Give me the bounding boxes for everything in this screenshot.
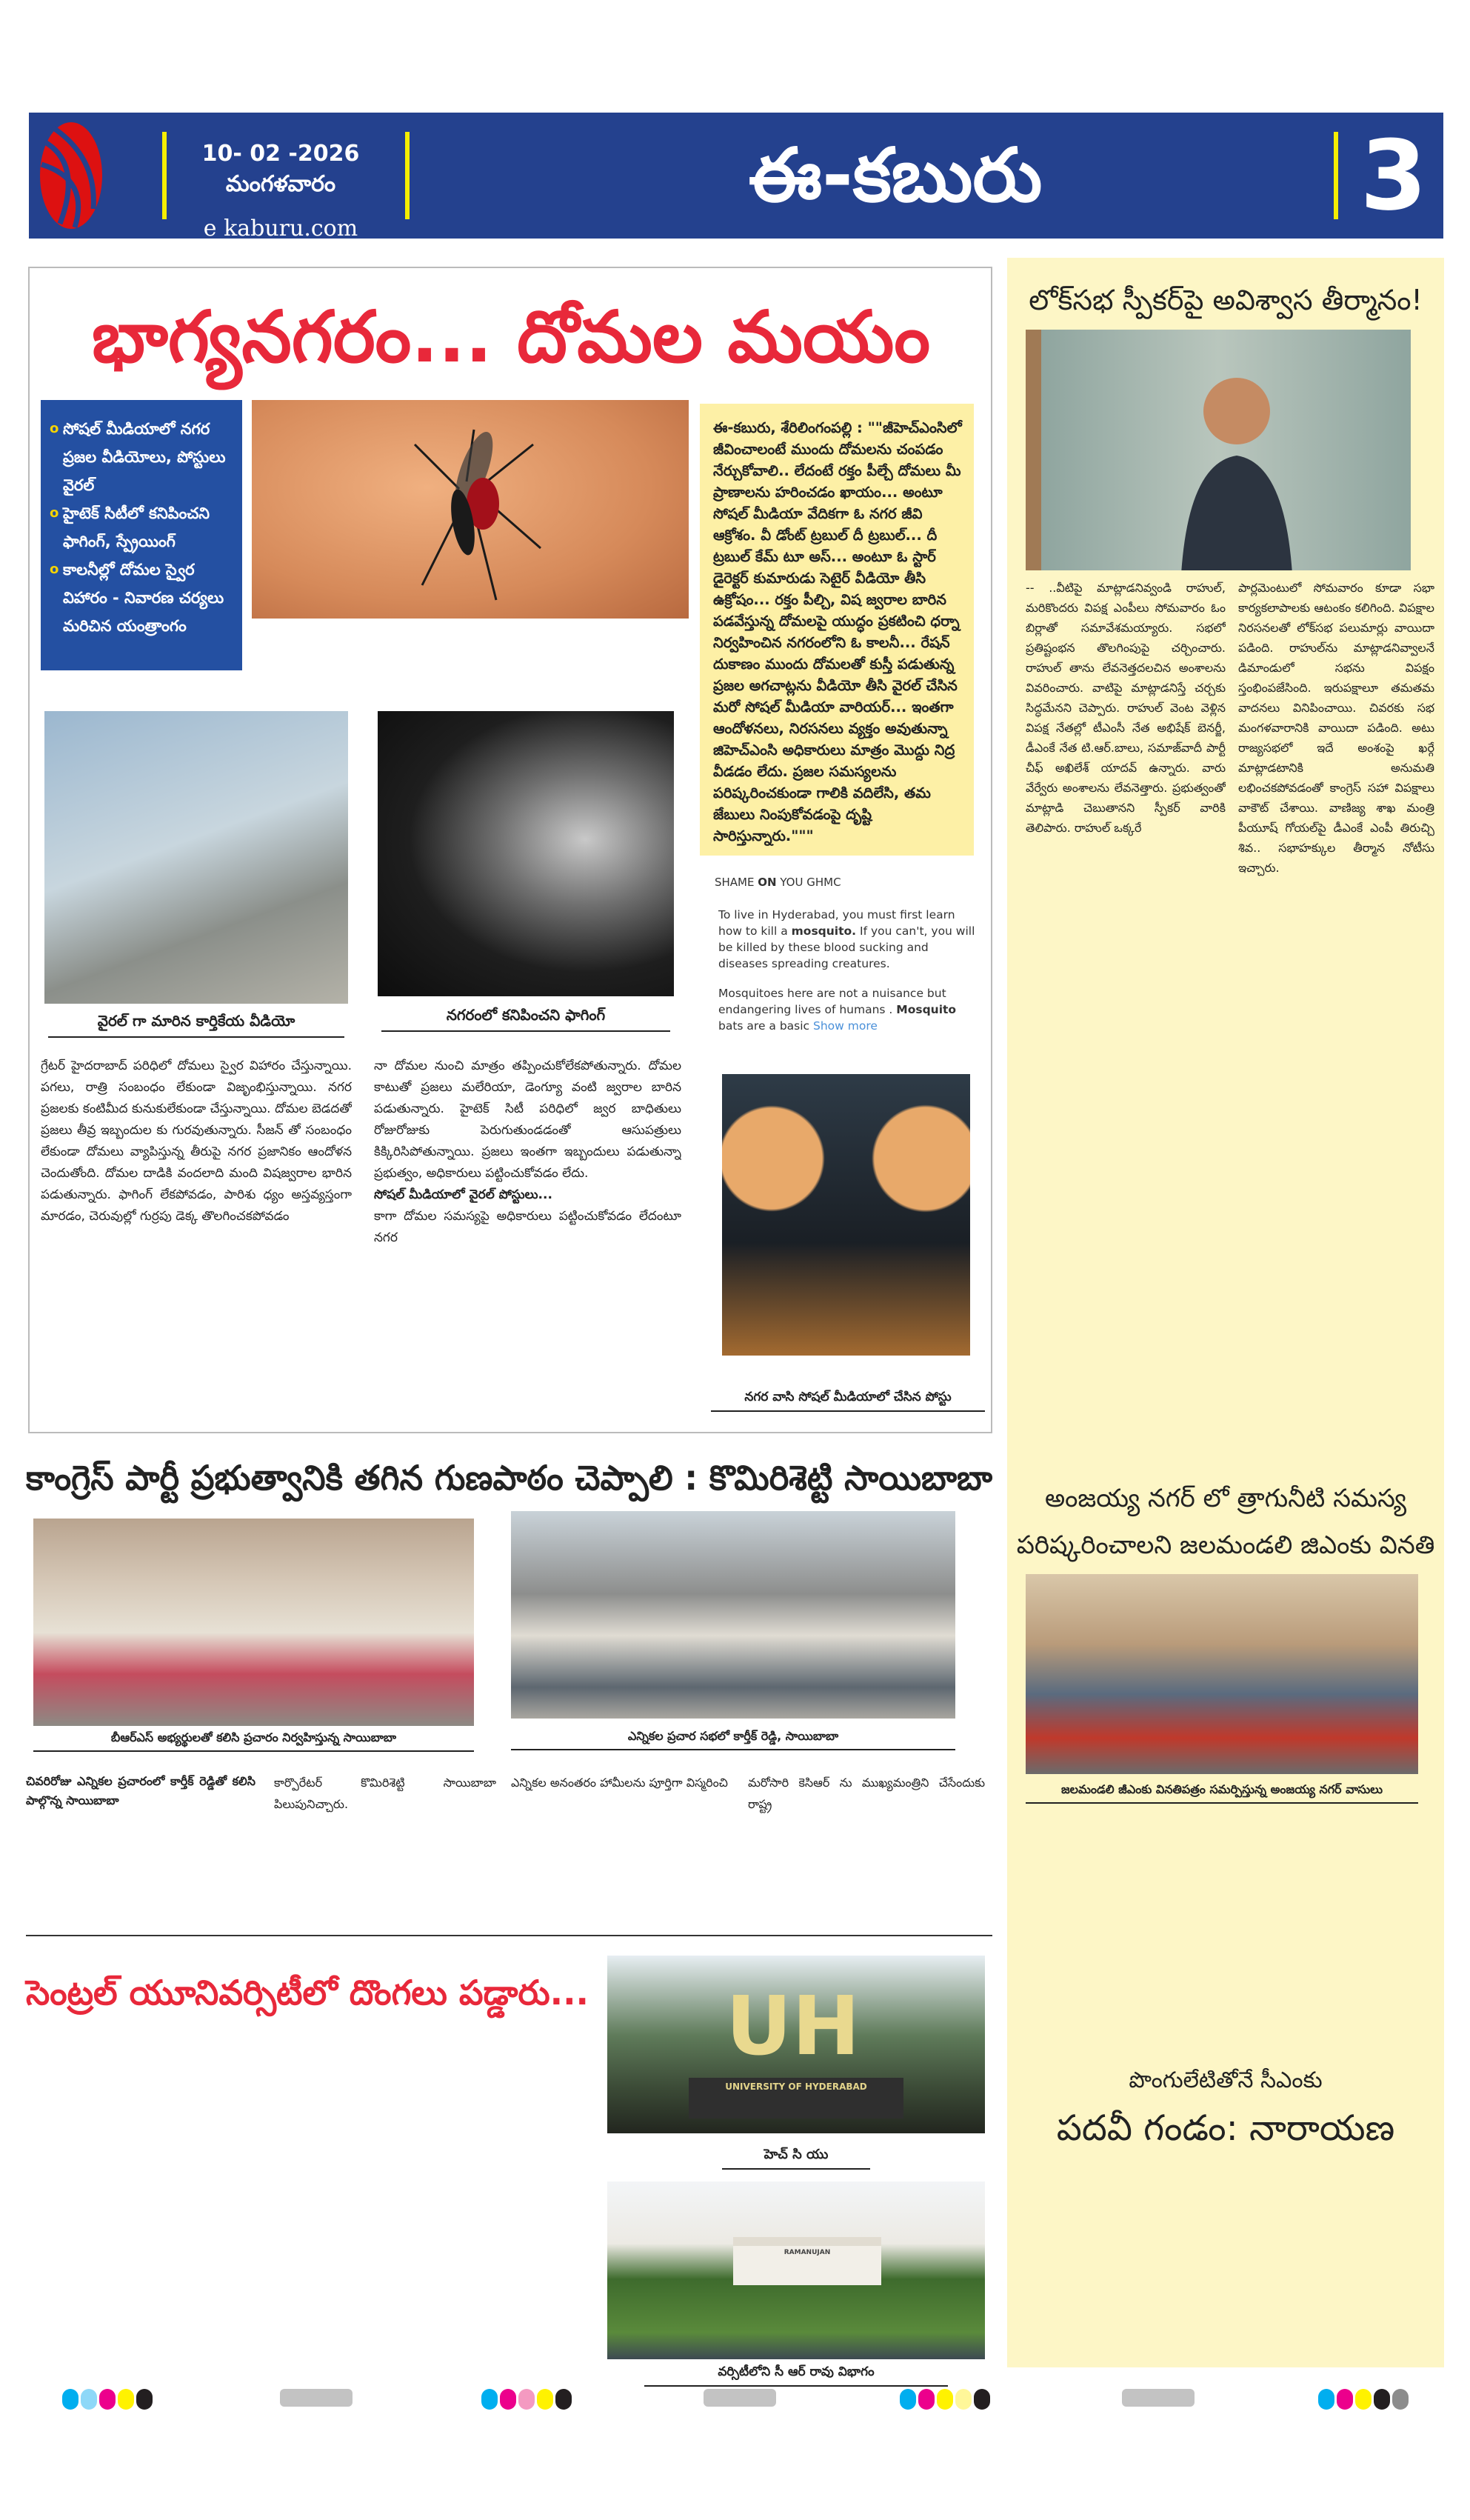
uh-board: UNIVERSITY OF HYDERABAD — [689, 2078, 903, 2119]
campaign-meeting-photo — [511, 1511, 955, 1719]
campaign-photo — [33, 1519, 474, 1726]
lead-body-col2 — [374, 1056, 681, 1393]
color-registration-mark — [900, 2389, 990, 2410]
tweet-text-bold: Mosquito — [896, 1003, 957, 1016]
newspaper-logo-icon — [38, 120, 104, 231]
divider — [1334, 132, 1338, 219]
mosquito-photo — [252, 400, 689, 619]
tweet-text: Mosquitoes here are not a nuisance but endangering lives of humans . — [718, 987, 946, 1016]
tweet-screenshot — [700, 874, 981, 1047]
anjaiah-headline-line2: పరిష్కరించాలని జలమండలి జిఎంకు వినతి — [1016, 1530, 1435, 1560]
building — [733, 2237, 881, 2285]
petition-photo — [1026, 1574, 1418, 1774]
building-label: RAMANUJAN — [784, 2249, 831, 2256]
congress-body-col4: మరోసారి కెసిఆర్ ను ముఖ్యమంత్రిని చేసేందుకు రాష్ట్ర — [748, 1776, 985, 1811]
body-subhead: సోషల్ మీడియాలో వైరల్ పోస్టులు... — [374, 1187, 552, 1202]
highlight-item: o హైటెక్ సిటీలో కనిపించని ఫాగింగ్, స్ప్రేయింగ్ — [48, 499, 236, 556]
congress-body-col2: కార్పొరేటర్ కొమిరిశెట్టి సాయిబాబా పిలుపునిచ్చారు. — [274, 1776, 496, 1811]
speaker-body-col1: -- ..వీటిపై మాట్లాడనివ్వండి రాహుల్, మరికొందరు విపక్ష ఎంపీలు సోమవారం ఓం బిర్లాతో సమావేశమయ్యారు. సభలో ప్రతిష్టంభన తొలగింపుపై చర్చించారు. రాహుల్ తాను లేవనెత్తదలచిన అంశాలను వివరించారు. వాటిపై మాట్లాడనిస్తే చర్చకు సిద్ధమేనని చెప్పారు. రాహుల్ వెంట వెళ్లిన విపక్ష నేతల్లో టీఎంసీ నేత అభిషేక్ బెనర్జీ, డీఎంకే నేత టి.ఆర్.బాలు, సమాజ్‌వాదీ పార్టీ చీఫ్ అఖిలేశ్ యాదవ్ ఉన్నారు. వారు వేర్వేరు అంశాలను లేవనెత్తారు. ప్రభుత్వంతో మాట్లాడి చెబుతానని స్పీకర్ వారికి తెలిపారు. రాహుల్ ఒక్కరే — [1026, 581, 1226, 835]
speaker-photo — [1026, 330, 1411, 570]
person-icon — [1181, 352, 1292, 570]
issue-weekday: మంగళవారం — [225, 171, 336, 197]
highlights-box — [41, 400, 242, 670]
photo-caption: బీఆర్ఎస్ అభ్యర్థులతో కలిసి ప్రచారం నిర్వహిస్తున్న సాయిబాబా — [33, 1730, 474, 1752]
mosquito-icon — [252, 400, 689, 619]
date-block — [184, 120, 377, 241]
photo-caption: నగర వాసి సోషల్ మీడియాలో చేసిన పోస్టు — [711, 1390, 985, 1412]
tweet-text-bold: mosquito. — [791, 924, 857, 938]
highlight-item: o సోషల్ మీడియాలో నగర ప్రజల వీడియోలు, పోస్టులు వైరల్ — [48, 415, 236, 499]
color-registration-mark — [62, 2389, 153, 2410]
color-registration-mark — [1318, 2389, 1409, 2410]
congress-body-col3: ఎన్నికల అనంతరం హామీలను పూర్తిగా విస్మరించి — [511, 1776, 728, 1790]
tweet-handle-text: YOU GHMC — [776, 876, 841, 889]
tweet-paragraph — [700, 907, 981, 972]
narayana-kicker: పొంగులేటితోనే సీఎంకు — [1129, 2067, 1323, 2093]
lead-body-col1: గ్రేటర్ హైదరాబాద్ పరిధిలో దోమలు స్వైర విహారం చేస్తున్నాయి. పగలు, రాత్రి సంబంధం లేకుండా విజృంభిస్తున్నాయి. నగర ప్రజలకు కంటిమీద కునుకులేకుండా చేస్తున్నాయి. దోమల బెడదతో ప్రజలు తీవ్ర ఇబ్బందుల కు గురవుతున్నారు. సీజన్ తో సంబంధం లేకుండా దోమలు వ్యాపిస్తున్న తీరుపై నగర ప్రజానికం ఆందోళన చెందుతోంది. దోమల దాడికి వందలాది మంది విషజ్వరాల భారిన పడుతున్నారు. ఫాగింగ్ లేకపోవడం, పారిశు ధ్యం అస్తవ్యస్తంగా మారడం, చెరువుల్లో గుర్రపు డెక్క తొలగించకపోవడం — [41, 1059, 352, 1224]
photo-caption: హెచ్ సి యు — [722, 2147, 870, 2170]
gray-registration-mark — [704, 2389, 776, 2407]
narayana-headline: పదవీ గండం: నారాయణ — [1056, 2107, 1395, 2149]
page-number: 3 — [1360, 119, 1427, 232]
photo-caption: వర్సిటీలోని సీ ఆర్ రావు విభాగం — [644, 2364, 948, 2387]
site-link[interactable]: e kaburu.com — [203, 216, 358, 241]
divider — [162, 132, 167, 219]
lead-headline: భాగ్యనగరం... దోమల మయం — [91, 296, 931, 379]
gray-registration-mark — [280, 2389, 353, 2407]
section-divider — [26, 1935, 992, 1936]
issue-date: 10- 02 -2026 — [201, 141, 360, 167]
paper-title: ఈ-కబురు — [748, 132, 1043, 219]
intro-box: ఈ-కబురు, శేరిలింగంపల్లి : ""జీహెచ్ఎంసిలో జీవించాలంటే ముందు దోమలను చంపడం నేర్చుకోవాలి.. లేదంటే రక్తం పీల్చే దోమలు మీ ప్రాణాలను హరించడం ఖాయం... అంటూ సోషల్ మీడియా వేదికగా ఓ నగర జీవి ఆక్రోశం. వీ డోంట్ ట్రబుల్ దీ ట్రబుల్... దీ ట్రబుల్ కేమ్ టూ అస్... అంటూ ఓ స్టార్ డైరెక్టర్ కుమారుడు సెటైర్ వీడియో తీసి ఉక్రోషం... రక్తం పీల్చి, విష జ్వరాల బారిన పడవేస్తున్న దోమలపై యుద్ధం ప్రకటించి ధర్నా నిర్వహించిన నగరంలోని ఓ కాలనీ... రేషన్ దుకాణం ముందు దోమలతో కుస్తీ పడుతున్న ప్రజల అగచాట్లను వీడియో తీసి వైరల్ చేసిన మరో సోషల్ మీడియా వారియర్... ఇంతగా ఆందోళనలు, నిరసనలు వ్యక్తం అవుతున్నా జిహెచ్ఎంసి అధికారులు మాత్రం మొద్దు నిద్ర వీడడం లేదు. ప్రజల సమస్యలను పరిష్కరించకుండా గాలికి వదిలేసి, తమ జేబులు నింపుకోవడంపై దృష్టి సారిస్తున్నారు.""" — [700, 404, 974, 856]
photo-caption: జలమండలి జీఎంకు వినతిపత్రం సమర్పిస్తున్న అంజయ్య నగర్ వాసులు — [1026, 1782, 1418, 1804]
masthead — [29, 113, 1443, 239]
color-registration-mark — [481, 2389, 572, 2410]
tweet-text: bats are a basic — [718, 1019, 814, 1033]
tweet-handle-bold: ON — [758, 876, 777, 889]
show-more-link[interactable]: Show more — [813, 1019, 878, 1033]
body-text: కాగా దోమల సమస్యపై అధికారులు పట్టించుకోవడం లేదంటూ నగర — [374, 1209, 681, 1245]
congress-subhead: చివరిరోజు ఎన్నికల ప్రచారంలో కార్తీక్ రెడ్డితో కలిసి పాల్గొన్న సాయిబాబా — [26, 1774, 255, 1807]
divider — [405, 132, 410, 219]
tweet-paragraph — [700, 985, 981, 1034]
photo-caption: ఎన్నికల ప్రచార సభలో కార్తీక్ రెడ్డి, సాయిబాబా — [511, 1729, 955, 1750]
tweet-text: To live in Hyderabad, you must first learn how to kill a — [718, 908, 955, 938]
uh-sign: UH — [726, 1979, 861, 2073]
photo-caption: వైరల్ గా మారిన కార్తికేయ వీడియో — [48, 1012, 344, 1038]
tweet-handle-text: SHAME — [715, 876, 758, 889]
anjaiah-headline-line1: అంజయ్య నగర్ లో త్రాగునీటి సమస్య — [1044, 1484, 1407, 1513]
viral-video-photo — [44, 711, 348, 1004]
body-text: నా దోమల నుంచి మాత్రం తప్పించుకోలేకపోతున్నారు. దోమల కాటుతో ప్రజలు మలేరియా, డెంగ్యూ వంటి జ్వరాల బారిన పడుతున్నారు. హైటెక్ సిటీ పరిధిలో జ్వర బాధితులు రోజురోజుకు పెరుగుతుండడంతో ఆసుపత్రులు కిక్కిరిసిపోతున్నాయి. ప్రజలు ఇంతగా ఇబ్బందులు పడుతున్నా ప్రభుత్వం, అధికారులు పట్టించుకోవడం లేదు. — [374, 1059, 681, 1181]
mosquito-bat-photo — [722, 1074, 970, 1356]
uh-gate-photo — [607, 1956, 985, 2133]
speaker-body-col2: పార్లమెంటులో సోమవారం కూడా సభా కార్యకలాపాలకు ఆటంకం కలిగింది. విపక్షాల నిరసనలతో లోక్‌సభ పలుమార్లు వాయిదా పడింది. రాహుల్‌ను మాట్లాడనివ్వాలనే డిమాండులో సభను విపక్షం స్తంభింపజేసింది. ఇరుపక్షాలూ తమతమ వాదనలు వినిపించాయి. చివరకు సభ మంగళవారానికి వాయిదా పడింది. అటు రాజ్యసభలో ఇదే అంశంపై ఖర్గే మాట్లాడటానికి అనుమతి లభించకపోవడంతో కాంగ్రెస్ సహా విపక్షాలు వాకౌట్ చేశాయి. వాణిజ్య శాఖ మంత్రి పీయూష్ గోయల్‌పై డీఎంకే ఎంపీ తిరుచ్చి శివ.. సభాహక్కుల తీర్మాన నోటీసు ఇచ్చారు. — [1238, 581, 1434, 875]
university-headline: సెంట్రల్ యూనివర్సిటీలో దొంగలు పడ్డారు... — [26, 1973, 589, 2013]
ramanujan-building-photo — [607, 2181, 985, 2359]
gray-registration-mark — [1122, 2389, 1195, 2407]
photo-caption: నగరంలో కనిపించని ఫాగింగ్ — [381, 1006, 670, 1032]
tweet-handle — [700, 874, 981, 890]
tweet-text: If you can't, you will be killed by these blood sucking and diseases spreading creatures. — [718, 924, 975, 970]
congress-headline: కాంగ్రెస్ పార్టీ ప్రభుత్వానికి తగిన గుణపాఠం చెప్పాలి : కొమిరిశెట్టి సాయిబాబా — [26, 1458, 993, 1498]
fogging-photo — [378, 711, 674, 996]
highlight-item: o కాలనీల్లో దోమల స్వైర విహారం - నివారణ చర్యలు మరిచిన యంత్రాంగం — [48, 556, 236, 640]
speaker-headline: లోక్‌సభ స్పీకర్‌పై అవిశ్వాస తీర్మానం! — [1029, 284, 1423, 316]
